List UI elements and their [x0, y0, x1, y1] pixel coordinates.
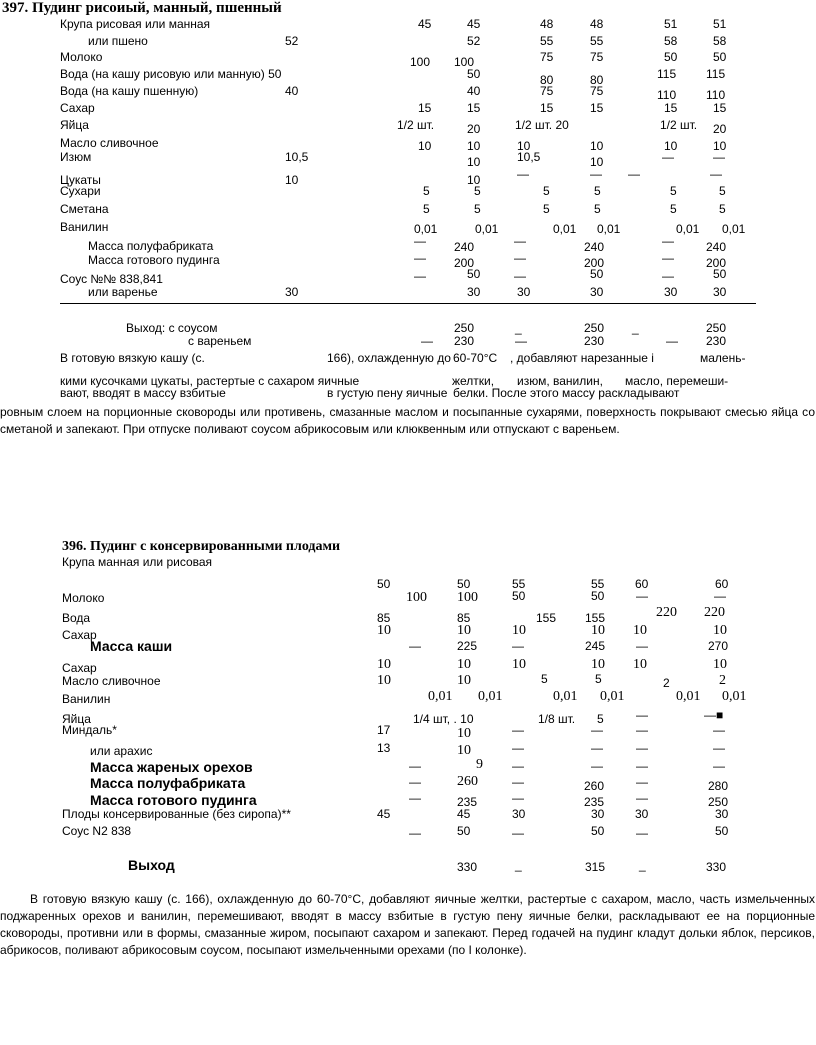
r397-cell: 115 [657, 67, 677, 81]
recipe-396-title: 396. Пудинг с консервированными плодами [62, 539, 341, 554]
r397-cell: 5 [594, 202, 601, 216]
r397-cell: 0,01 [553, 222, 577, 236]
r396-cell: 10 [377, 673, 391, 688]
r396-cell: 100 [457, 590, 478, 605]
r397-cell: 20 [713, 122, 727, 136]
r396-cell: —■ [704, 708, 724, 722]
r397-cell: 100 [410, 55, 431, 69]
r397-cell: 15 [713, 101, 727, 115]
r397-label-candied: Цукаты [60, 173, 101, 187]
r397-output-label-sauce: Выход: с соусом [126, 321, 218, 335]
r397-text: белки. После этого массу раскладывают [453, 386, 680, 400]
r397-cell: 10,5 [517, 150, 541, 164]
r397-label-water-millet: Вода (на кашу пшенную) [60, 84, 199, 98]
r397-cell: 5 [719, 184, 726, 198]
r397-label-rice: Крупа рисовая или манная [60, 17, 211, 31]
r396-output-cell: 330 [706, 860, 727, 874]
r397-output-cell: — [421, 334, 433, 348]
r396-label: Плоды консервированные (без сиропа)** [62, 807, 291, 821]
r397-cell: 75 [540, 50, 554, 64]
r397-cell: 45 [467, 17, 481, 31]
r396-cell: 280 [708, 779, 729, 793]
r397-cell: — [414, 234, 426, 248]
r397-cell: 5 [474, 184, 481, 198]
r397-cell: 48 [540, 17, 554, 31]
r396-cell: 260 [584, 779, 605, 793]
r397-cell: 10,5 [285, 150, 309, 164]
r396-cell: — [409, 791, 421, 805]
r397-cell: 50 [713, 50, 727, 64]
r397-cell: 110 [657, 88, 677, 102]
r396-label: Яйца [62, 712, 91, 726]
r397-cell: 80 [590, 73, 604, 87]
r396-label: Молоко [62, 591, 105, 605]
r397-cell: — [414, 251, 426, 265]
r397-label-milk: Молоко [60, 50, 103, 64]
r396-cell: 13 [377, 741, 391, 755]
r397-cell: 1/2 шт. [660, 118, 698, 132]
r397-cell: 51 [664, 17, 678, 31]
r396-output-cell: 315 [585, 860, 606, 874]
r396-cell: — [512, 759, 524, 773]
r397-cell: — [713, 150, 725, 164]
r397-label-jam: или варенье [88, 285, 158, 299]
r397-label-sour-cream: Сметана [60, 202, 109, 216]
r396-cell: 0,01 [676, 689, 701, 704]
r396-cell: 155 [585, 611, 606, 625]
r396-cell: 100 [406, 590, 427, 605]
r396-cell: 50 [715, 824, 729, 838]
r397-cell: 30 [590, 285, 604, 299]
r396-output-cell: 330 [457, 860, 478, 874]
r397-cell: 48 [590, 17, 604, 31]
r397-paragraph: ровным слоем на порционные сковороды или противень, смазанные маслом и посыпанные сухарями, поверхность покрывают смесью яйца со сметаной и запекают. При отпуске поливают соусом абрикосовым или клюквенным или отпускают с вареньем. [0, 405, 815, 436]
r397-cell: 5 [719, 202, 726, 216]
r396-cell: 0,01 [553, 689, 578, 704]
r397-cell: — [590, 167, 602, 181]
r397-cell: 5 [423, 202, 430, 216]
r397-cell: 50 [467, 267, 481, 281]
r397-cell: 50 [467, 67, 481, 81]
r396-cell: 10 [713, 657, 727, 672]
r396-cell: 2 [663, 676, 670, 690]
r396-label-semi-mass: Масса полуфабриката [90, 775, 246, 791]
r396-cell: — [512, 791, 524, 805]
r396-cell: 1/4 шт, . 10 [413, 712, 474, 726]
r397-cell: 240 [454, 240, 475, 254]
r397-cell: 200 [706, 256, 727, 270]
r397-cell: 15 [467, 101, 481, 115]
r397-cell: 1/2 шт. [397, 118, 435, 132]
r396-cell: — [512, 826, 524, 840]
r396-cell: 50 [591, 824, 605, 838]
r396-cell: — [512, 775, 524, 789]
r397-cell: 40 [467, 84, 481, 98]
r396-cell: — [409, 775, 421, 789]
r396-cell: — [713, 723, 725, 737]
r397-output-cell: 230 [584, 334, 605, 348]
r397-cell: 200 [584, 256, 605, 270]
r396-cell: 85 [457, 611, 471, 625]
r397-cell: 58 [664, 34, 678, 48]
r397-cell: — [662, 234, 674, 248]
r397-output-cell: 250 [706, 321, 727, 335]
r396-cell: — [636, 723, 648, 737]
r397-output-cell: 250 [454, 321, 475, 335]
r396-cell: 0,01 [428, 689, 453, 704]
r397-cell: 5 [670, 202, 677, 216]
r397-cell: 15 [590, 101, 604, 115]
r397-cell: 10 [467, 173, 481, 187]
r396-cell: 10 [377, 623, 391, 638]
r396-cell: 10 [512, 623, 526, 638]
r397-cell: 5 [543, 202, 550, 216]
r396-cell: 0,01 [722, 689, 747, 704]
r397-cell: 52 [467, 34, 481, 48]
r397-label-sauce: Соус №№ 838,841 [60, 272, 163, 286]
r396-cell: 225 [457, 639, 478, 653]
r396-label: Крупа манная или рисовая [62, 555, 213, 569]
r396-cell: 50 [377, 577, 391, 591]
r397-cell: 10 [664, 139, 678, 153]
r396-cell: 10 [512, 657, 526, 672]
r396-cell: 10 [457, 743, 471, 758]
r397-cell: 0,01 [414, 222, 438, 236]
r397-label-crumbs: Сухари [60, 184, 101, 198]
r396-label: Вода [62, 611, 91, 625]
r397-output-cell: 250 [584, 321, 605, 335]
r397-output-cell: — [666, 334, 678, 348]
r397-cell: — [517, 167, 529, 181]
r397-text: малень- [700, 351, 746, 365]
r396-label: Ванилин [62, 692, 111, 706]
r396-cell: 5 [541, 672, 548, 686]
r397-cell: — [514, 234, 526, 248]
r396-cell: 10 [713, 623, 727, 638]
r396-cell: 85 [377, 611, 391, 625]
r397-cell: 10 [517, 139, 531, 153]
r396-cell: 10 [457, 726, 471, 741]
r396-cell: 50 [512, 589, 526, 603]
r397-label-semi-mass: Масса полуфабриката [88, 239, 214, 253]
r397-cell: 75 [590, 84, 604, 98]
r396-label: Соус N2 838 [62, 824, 132, 838]
r396-cell: 0,01 [478, 689, 503, 704]
r397-cell: 5 [474, 202, 481, 216]
r396-cell: 10 [591, 623, 605, 638]
r396-cell: — [409, 639, 421, 653]
r397-cell: — [662, 251, 674, 265]
r397-label-ready-mass: Масса готового пудинга [88, 253, 220, 267]
r397-label-raisins: Изюм [60, 150, 92, 164]
r397-output-cell: _ [515, 321, 522, 335]
r396-label: или арахис [90, 744, 153, 758]
r397-output-cell: 230 [706, 334, 727, 348]
r397-cell: — [414, 269, 426, 283]
r397-text: изюм, ванилин, [517, 374, 603, 388]
r396-paragraph: В готовую вязкую кашу (с. 166), охлажденную до 60-70°С, добавляют яичные желтки, растертые с сахаром, масло, часть измельченных поджаренных орехов и ванилин, перемешивают, вводят в массу взбитые в густую пену яичные белки, раскладывают ее на порционные сковороды, противни или в формы, смазанные жиром, посыпают сахаром и запекают. Перед годачей на пудинг кладут дольки яблок, персиков, абрикосов, поливают абрикосовым соусом, посыпают измельченными орехами (по I колонке). [0, 892, 815, 957]
r396-cell: 10 [591, 657, 605, 672]
table-divider [60, 303, 756, 304]
r396-cell: — [636, 791, 648, 805]
r397-label-butter: Масло сливочное [60, 136, 159, 150]
r396-output-cell: _ [639, 858, 646, 872]
r397-cell: 10 [590, 139, 604, 153]
r397-cell: 15 [540, 101, 554, 115]
r397-cell: 75 [540, 84, 554, 98]
r397-cell: 30 [467, 285, 481, 299]
r396-cell: 235 [457, 795, 478, 809]
r396-cell: — [409, 759, 421, 773]
r396-cell: 270 [708, 639, 729, 653]
r396-label-porridge-mass: Масса каши [90, 638, 173, 654]
r396-cell: 10 [633, 657, 647, 672]
r396-cell: — [713, 759, 725, 773]
r396-cell: 2 [719, 673, 726, 688]
r397-cell: 15 [664, 101, 678, 115]
r396-cell: 250 [708, 795, 729, 809]
r397-output-cell: 230 [454, 334, 475, 348]
r397-text: желтки, [452, 374, 495, 388]
r396-cell: 155 [536, 611, 557, 625]
r396-cell: 50 [457, 577, 471, 591]
r396-cell: 50 [591, 589, 605, 603]
r397-cell: 75 [590, 50, 604, 64]
r397-cell: — [514, 251, 526, 265]
r396-cell: — [713, 741, 725, 755]
r396-cell: 17 [377, 723, 391, 737]
r396-cell: — [714, 589, 726, 603]
r396-label: Сахар [62, 661, 97, 675]
r397-cell: 30 [713, 285, 727, 299]
r397-text: 60-70°С [453, 351, 498, 365]
r397-cell: 0,01 [722, 222, 746, 236]
r397-label-eggs: Яйца [60, 118, 89, 132]
r397-label-water-rice: Вода (на кашу рисовую или манную) 50 [60, 67, 282, 81]
r397-cell: 0,01 [475, 222, 499, 236]
r397-cell: 5 [594, 184, 601, 198]
r396-cell: 60 [715, 577, 729, 591]
r397-cell: 110 [706, 88, 726, 102]
r396-label: Сахар [62, 628, 97, 642]
r397-cell: 5 [670, 184, 677, 198]
r397-text: вают, вводят в массу взбитые [60, 386, 226, 400]
r396-cell: — [636, 826, 648, 840]
r397-cell: 50 [590, 267, 604, 281]
r397-cell: — [514, 269, 526, 283]
r396-cell: 30 [591, 807, 605, 821]
r396-cell: — [636, 708, 648, 722]
r396-cell: — [591, 741, 603, 755]
r397-text: , добавляют нарезанные i [510, 351, 654, 365]
r396-cell: 30 [512, 807, 526, 821]
r397-cell: — [628, 167, 640, 181]
r396-cell: 10 [457, 673, 471, 688]
r396-cell: 10 [377, 657, 391, 672]
r396-label: Миндаль* [62, 723, 117, 737]
r396-cell: — [636, 639, 648, 653]
r396-cell: 45 [457, 807, 471, 821]
r396-cell: — [636, 741, 648, 755]
r397-cell: — [662, 269, 674, 283]
r397-output-label-jam: с вареньем [188, 334, 252, 348]
r396-cell: 30 [635, 807, 649, 821]
r396-cell: 1/8 шт. [538, 712, 576, 726]
r397-cell: 10 [713, 139, 727, 153]
r397-output-cell: — [515, 334, 527, 348]
r397-output-cell: _ [632, 321, 639, 335]
r396-cell: — [512, 741, 524, 755]
r397-cell: 20 [467, 122, 481, 136]
r396-label-ready-mass: Масса готового пудинга [90, 792, 257, 808]
r396-label-nuts-mass: Масса жареных орехов [90, 759, 253, 775]
r397-cell: 58 [713, 34, 727, 48]
r397-cell: 100 [454, 55, 475, 69]
r397-label-sugar: Сахар [60, 101, 95, 115]
r397-cell: 30 [285, 285, 299, 299]
r397-cell: 45 [418, 17, 432, 31]
r396-cell: 10 [457, 657, 471, 672]
r396-cell: 10 [633, 623, 647, 638]
r397-cell: 240 [706, 240, 727, 254]
r397-cell: 10 [418, 139, 432, 153]
r396-cell: 5 [597, 712, 604, 726]
r396-cell: 5 [595, 672, 602, 686]
r397-cell: 30 [664, 285, 678, 299]
r397-cell: 55 [540, 34, 554, 48]
r396-output-cell: _ [515, 858, 522, 872]
r397-cell: 50 [713, 267, 727, 281]
r397-cell: 10 [467, 155, 481, 169]
r397-cell: 51 [713, 17, 727, 31]
r397-cell: 50 [664, 50, 678, 64]
r396-cell: 0,01 [600, 689, 625, 704]
r396-cell: — [512, 723, 524, 737]
r397-text: В готовую вязкую кашу (с. [60, 351, 205, 365]
r396-cell: — [591, 723, 603, 737]
r397-text: в густую пену яичные [327, 386, 448, 400]
r396-cell: 50 [457, 824, 471, 838]
r396-cell: — [636, 775, 648, 789]
r396-cell: 55 [512, 577, 526, 591]
r397-label-vanillin: Ванилин [60, 220, 109, 234]
r396-cell: — [512, 639, 524, 653]
recipe-397-title: 397. Пудинг рисоиый, манный, пшенный [2, 0, 282, 16]
r396-cell: 10 [457, 623, 471, 638]
r396-cell: 220 [656, 605, 677, 620]
r397-cell: 30 [517, 285, 531, 299]
r397-cell: 52 [285, 34, 299, 48]
r396-cell: — [591, 759, 603, 773]
r396-cell: — [636, 759, 648, 773]
r396-cell: 55 [591, 577, 605, 591]
r397-cell: 80 [540, 73, 554, 87]
r397-cell: 10 [467, 139, 481, 153]
r396-output-label: Выход [128, 857, 175, 873]
r396-cell: 9 [476, 757, 483, 772]
r397-cell: — [710, 167, 722, 181]
r396-cell: 245 [585, 639, 606, 653]
r396-label: Масло сливочное [62, 674, 161, 688]
r396-cell: 30 [715, 807, 729, 821]
r397-cell: 40 [285, 84, 299, 98]
r397-label-millet: или пшено [88, 34, 148, 48]
r396-cell: 60 [635, 577, 649, 591]
r397-cell: 0,01 [597, 222, 621, 236]
r397-cell: 5 [423, 184, 430, 198]
r397-cell: 1/2 шт. 20 [515, 118, 569, 132]
r397-cell: 240 [584, 240, 605, 254]
r397-cell: 15 [418, 101, 432, 115]
r396-cell: — [636, 589, 648, 603]
r397-text: кими кусочками цукаты, растертые с сахаром яичные [60, 374, 360, 388]
r397-cell: 115 [706, 67, 726, 81]
r397-text: масло, перемеши- [625, 374, 729, 388]
r397-cell: 0,01 [676, 222, 700, 236]
r397-cell: 200 [454, 256, 475, 270]
r396-cell: 220 [704, 605, 725, 620]
r397-cell: 55 [590, 34, 604, 48]
r397-text: 166), охлажденную до [327, 351, 451, 365]
r397-cell: 10 [285, 173, 299, 187]
r396-cell: — [409, 826, 421, 840]
r396-cell: 45 [377, 807, 391, 821]
r397-cell: 5 [543, 184, 550, 198]
r396-cell: 260 [457, 774, 478, 789]
r397-cell: — [662, 150, 674, 164]
r396-cell: 235 [584, 795, 605, 809]
r397-cell: 10 [590, 155, 604, 169]
